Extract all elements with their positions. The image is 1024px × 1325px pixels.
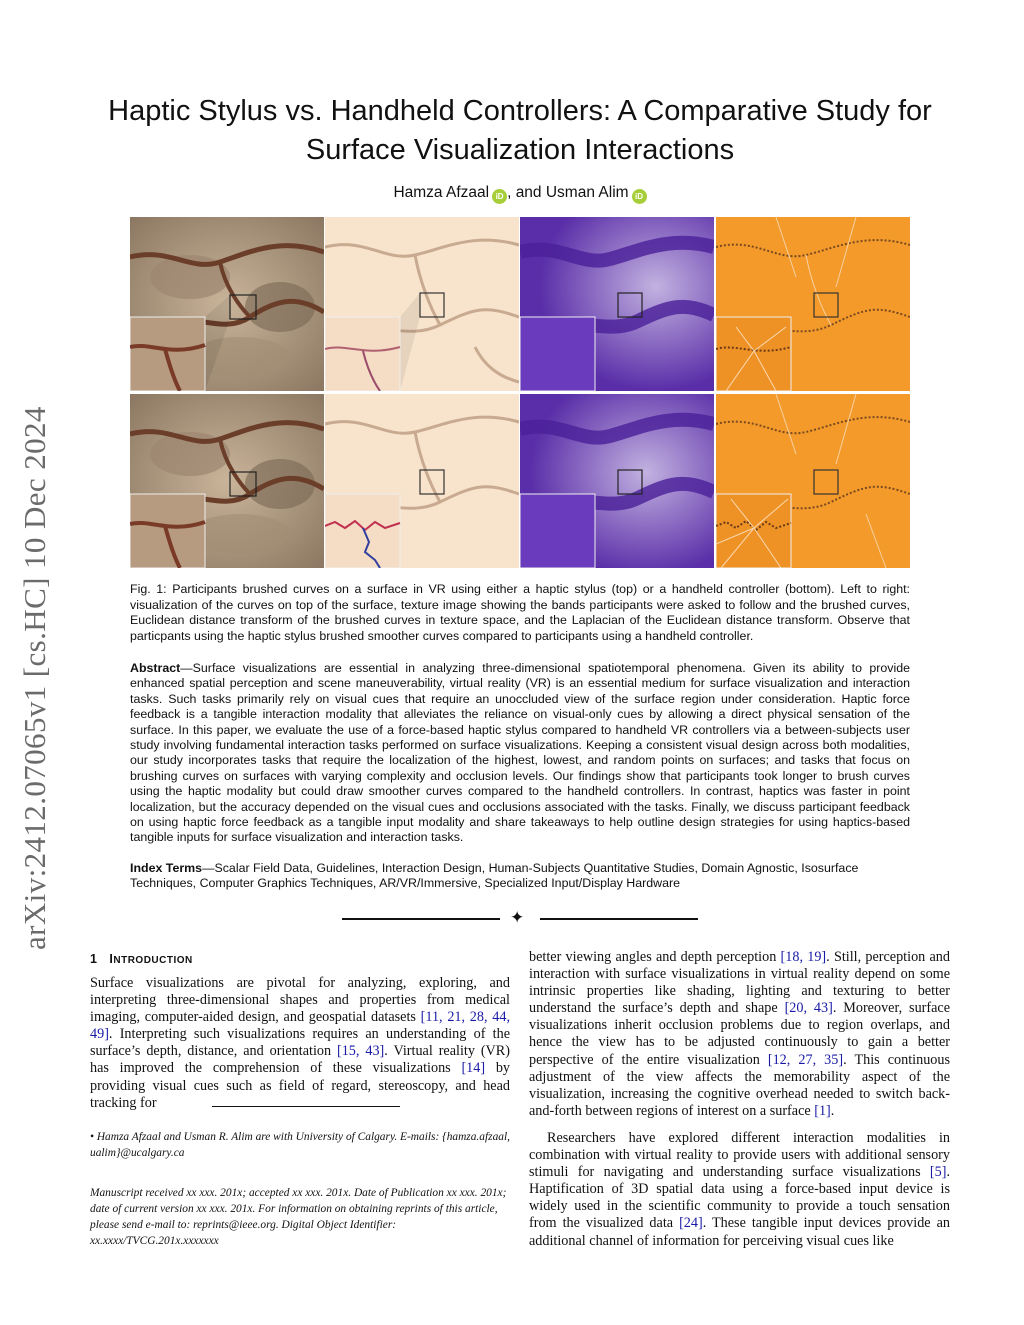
author-list [0, 184, 1024, 204]
footnote-rule [212, 1106, 400, 1107]
citation-link[interactable]: [11, 21, 28, 44, 49] [90, 1009, 510, 1043]
author-separator: , and [507, 184, 546, 201]
paper-title [60, 92, 980, 170]
body-text: . Virtual reality (VR) has improved the comprehension of these visualizations [90, 1043, 510, 1077]
surface-panel-stylus [130, 217, 324, 391]
citation-link[interactable]: [5] [929, 1164, 947, 1181]
title-line-2: Surface Visualization Interactions [305, 134, 735, 166]
laplacian-panel-controller [716, 394, 910, 568]
index-terms-text: —Scalar Field Data, Guidelines, Interaction Design, Human-Subjects Quantitative Studies, Domain Agnostic, Isosurface Techniques, Computer Graphics Techniques, AR/VR/Immersive, Specialized Input/Display Hardware [130, 861, 859, 891]
section-title-rest: NTRODUCTION [113, 955, 193, 966]
citation-link[interactable]: [24] [679, 1215, 703, 1232]
distance-panel-stylus [520, 217, 714, 391]
orcid-icon[interactable]: iD [632, 189, 647, 204]
arxiv-stamp: arXiv:2412.07065v1 [cs.HC] 10 Dec 2024 [17, 406, 52, 950]
section-heading [90, 952, 193, 966]
body-column-right-paragraph-1 [529, 949, 950, 1120]
orcid-icon[interactable]: iD [492, 189, 507, 204]
author-name: Hamza Afzaal [393, 184, 490, 201]
laplacian-panel-stylus [716, 217, 910, 391]
body-text: . Moreover, surface visualizations inherit occlusion problems due to region overlaps, and hence the view has to be adjusted continuously to gain a better perspective of the entire visualization [529, 1000, 951, 1068]
body-text: Surface visualizations are pivotal for analyzing, exploring, and interpreting three-dimensional shapes and properties from medical imaging, computer-aided design, and geospatial datasets [90, 975, 510, 1026]
distance-panel-controller [520, 394, 714, 568]
abstract [130, 661, 910, 846]
body-text: . Haptification of 3D spatial data using a force-based input device is widely used in the scientific community to provide a touch sensation from the visualized data [529, 1164, 950, 1232]
section-number: 1 [90, 952, 98, 966]
title-line-1: Haptic Stylus vs. Handheld Controllers: A Comparative Study for [108, 95, 932, 127]
divider-line [540, 918, 698, 920]
figure-caption: Fig. 1: Participants brushed curves on a surface in VR using either a haptic stylus (top) or a handheld controller (bottom). Left to right: visualization of the curves on top of the surface, texture image showing the bands participants were asked to follow and the brushed curves, Euclidean distance transform of the brushed curves in texture space, and the Laplacian of the Euclidean distance transform. Observe that particpants using the haptic stylus brushed smoother curves compared to participants using a handheld controller. [130, 582, 910, 643]
divider-line [342, 918, 500, 920]
surface-panel-controller [130, 394, 324, 568]
divider-star-icon: ✦ [510, 908, 525, 927]
citation-link[interactable]: [14] [461, 1060, 486, 1077]
index-terms-label: Index Terms [130, 861, 203, 875]
section-divider [342, 908, 698, 927]
body-text: by providing visual cues such as field of regard, stereoscopy, and head tracking for [90, 1060, 510, 1111]
body-text: better viewing angles and depth perception [529, 949, 781, 965]
texture-panel-controller [325, 394, 519, 568]
body-text: . Still, perception and interaction with surface visualizations in virtual reality depend on some intrinsic properties like shading, lighting and texturing to better understand the surface’s depth and shape [529, 949, 950, 1017]
citation-link[interactable]: [20, 43] [784, 1000, 833, 1017]
section-title-initial: I [109, 952, 114, 966]
abstract-text: —Surface visualizations are essential in analyzing three-dimensional spatiotemporal phenomena. Given its ability to provide enhanced spatial perception and scene maneuverability, virtual reality (VR) is an essential medium for surface visualization and interaction tasks. Such tasks primarily rely on visual cues that require an unoccluded view of the surface region under consideration. Haptic force feedback is a tangible interaction modality that alleviates the reliance on visual-only cues by allowing a direct physical sensation of the surface. In this paper, we evaluate the use of a force-based haptic stylus compared to handheld VR controllers via a between-subjects user study involving fundamental interaction tasks performed on surface visualizations. Keeping a consistent visual design across both modalities, our study incorporates tasks that require the localization of the highest, lowest, and random points on surfaces; and tasks that focus on brushing curves on surfaces with varying complexity and occlusion levels. Our findings show that participants took longer to brush curves using the haptic modality but could draw smoother curves compared to the handheld controllers. In contrast, haptics was faster in point localization, but the accuracy depended on the visual cues and occlusions associated with the tasks. Finally, we discuss participant feedback on using haptic force feedback as a tangible input modality and share takeaways to help outline design strategies for using haptics-based tangible inputs for surface visualization and interaction tasks. [130, 661, 910, 845]
body-text: . These tangible input devices provide an additional channel of information for perceiving visual cues like [529, 1215, 950, 1249]
author-name: Usman Alim [545, 184, 629, 201]
body-text: . Interpreting such visualizations requires an understanding of the surface’s depth, distance, and orientation [90, 1026, 510, 1060]
abstract-label: Abstract [130, 661, 181, 675]
teaser-figure [130, 217, 910, 568]
body-column-right-paragraph-2 [529, 1130, 950, 1250]
citation-link[interactable]: [12, 27, 35] [767, 1051, 844, 1068]
citation-link[interactable]: [15, 43] [336, 1043, 385, 1060]
citation-link[interactable]: [1] [814, 1102, 831, 1119]
texture-panel-stylus [325, 217, 519, 391]
body-text: . This continuous adjustment of the view affects the memorability aspect of the visualization, increasing the cognitive overhead needed to switch back-and-forth between regions of interest on a surface [529, 1051, 950, 1119]
body-text: Researchers have explored different interaction modalities in combination with virtual reality to provide users with additional sensory stimuli for navigating and understanding surface visualizations [529, 1130, 950, 1181]
manuscript-footnote: Manuscript received xx xxx. 201x; accepted xx xxx. 201x. Date of Publication xx xxx. 201x; date of current version xx xxx. 201x. For information on obtaining reprints of this article, please send e-mail to: reprints@ieee.org. Digital Object Identifier: xx.xxxx/TVCG.201x.xxxxxxx [90, 1187, 507, 1247]
body-column-left [90, 975, 510, 1112]
index-terms [130, 861, 910, 892]
body-text: . [830, 1102, 835, 1119]
author-affiliation-footnote: • Hamza Afzaal and Usman R. Alim are with University of Calgary. E-mails: {hamza.afzaal, ualim}@ucalgary.ca [90, 1131, 510, 1159]
citation-link[interactable]: [18, 19] [780, 949, 827, 965]
